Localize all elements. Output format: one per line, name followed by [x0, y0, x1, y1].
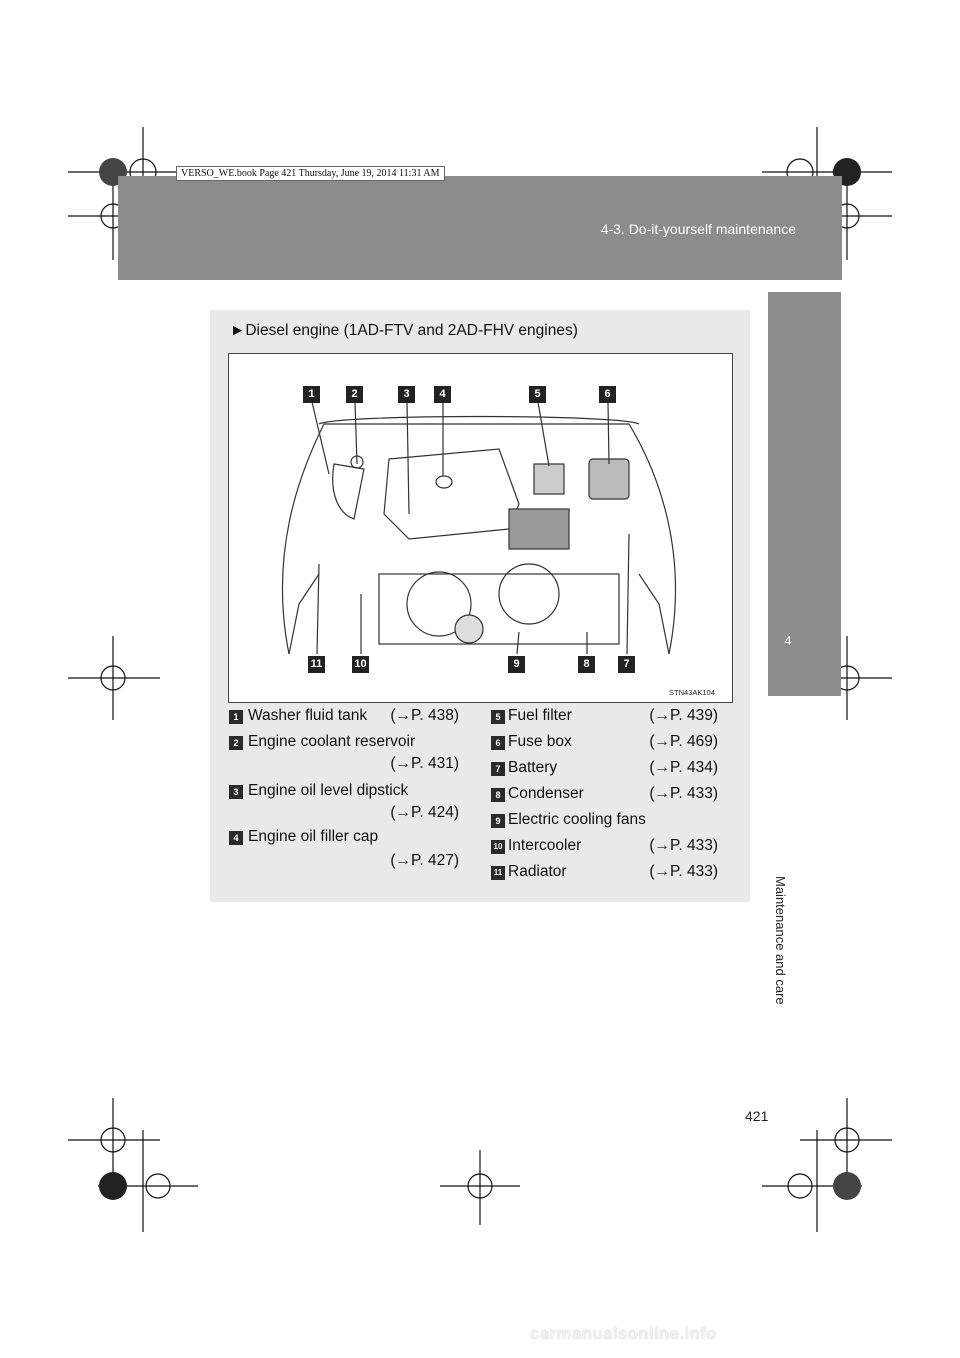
callout-1: 1: [303, 386, 320, 403]
legend-ref: (→P. 439): [649, 707, 718, 724]
legend-badge: 1: [229, 710, 243, 724]
legend-ref: (→P. 424): [390, 804, 459, 821]
engine-bay-illustration: [229, 354, 732, 702]
legend-label: Fuel filter: [508, 707, 572, 724]
legend-ref: (→P. 433): [649, 785, 718, 802]
chapter-number: 4: [784, 633, 792, 648]
callout-2: 2: [346, 386, 363, 403]
legend-ref: (→P. 438): [390, 707, 459, 724]
callout-4: 4: [434, 386, 451, 403]
legend-badge: 3: [229, 785, 243, 799]
legend-badge: 2: [229, 736, 243, 750]
legend-ref: (→P. 431): [390, 755, 459, 772]
legend-badge: 4: [229, 831, 243, 845]
legend-label: Battery: [508, 759, 558, 776]
watermark: carmanualsonline.info: [530, 1324, 717, 1343]
legend-badge: 10: [491, 840, 505, 854]
callout-9: 9: [508, 656, 525, 673]
legend-label: Washer fluid tank: [248, 707, 368, 724]
legend-ref: (→P. 469): [649, 733, 718, 750]
legend-badge: 7: [491, 762, 505, 776]
diagram-heading: ►Diesel engine (1AD-FTV and 2AD-FHV engines): [230, 322, 578, 339]
legend-badge: 11: [491, 866, 505, 880]
engine-bay-figure: [228, 353, 733, 703]
legend-label: Condenser: [508, 785, 584, 802]
legend-ref: (→P. 434): [649, 759, 718, 776]
legend-label: Engine oil level dipstick: [248, 782, 409, 799]
section-title: 4-3. Do-it-yourself maintenance: [600, 221, 796, 237]
legend-badge: 9: [491, 814, 505, 828]
callout-8: 8: [578, 656, 595, 673]
legend-ref: (→P. 433): [649, 837, 718, 854]
legend-label: Radiator: [508, 863, 567, 880]
callout-11: 11: [308, 656, 325, 673]
callout-7: 7: [618, 656, 635, 673]
legend-label: Intercooler: [508, 837, 582, 854]
legend-badge: 8: [491, 788, 505, 802]
chapter-label: Maintenance and care: [773, 876, 788, 1005]
legend-ref: (→P. 427): [390, 852, 459, 869]
legend-label: Engine oil filler cap: [248, 828, 379, 845]
legend-badge: 5: [491, 710, 505, 724]
callout-10: 10: [352, 656, 369, 673]
legend-badge: 6: [491, 736, 505, 750]
page-number: 421: [745, 1108, 769, 1124]
callout-5: 5: [529, 386, 546, 403]
figure-code: STN43AK104: [669, 688, 715, 697]
legend-label: Fuse box: [508, 733, 572, 750]
print-stamp: VERSO_WE.book Page 421 Thursday, June 19, 2014 11:31 AM: [176, 166, 445, 181]
callout-6: 6: [599, 386, 616, 403]
legend-ref: (→P. 433): [649, 863, 718, 880]
legend-label: Electric cooling fans: [508, 811, 646, 828]
legend-label: Engine coolant reservoir: [248, 733, 416, 750]
callout-3: 3: [398, 386, 415, 403]
